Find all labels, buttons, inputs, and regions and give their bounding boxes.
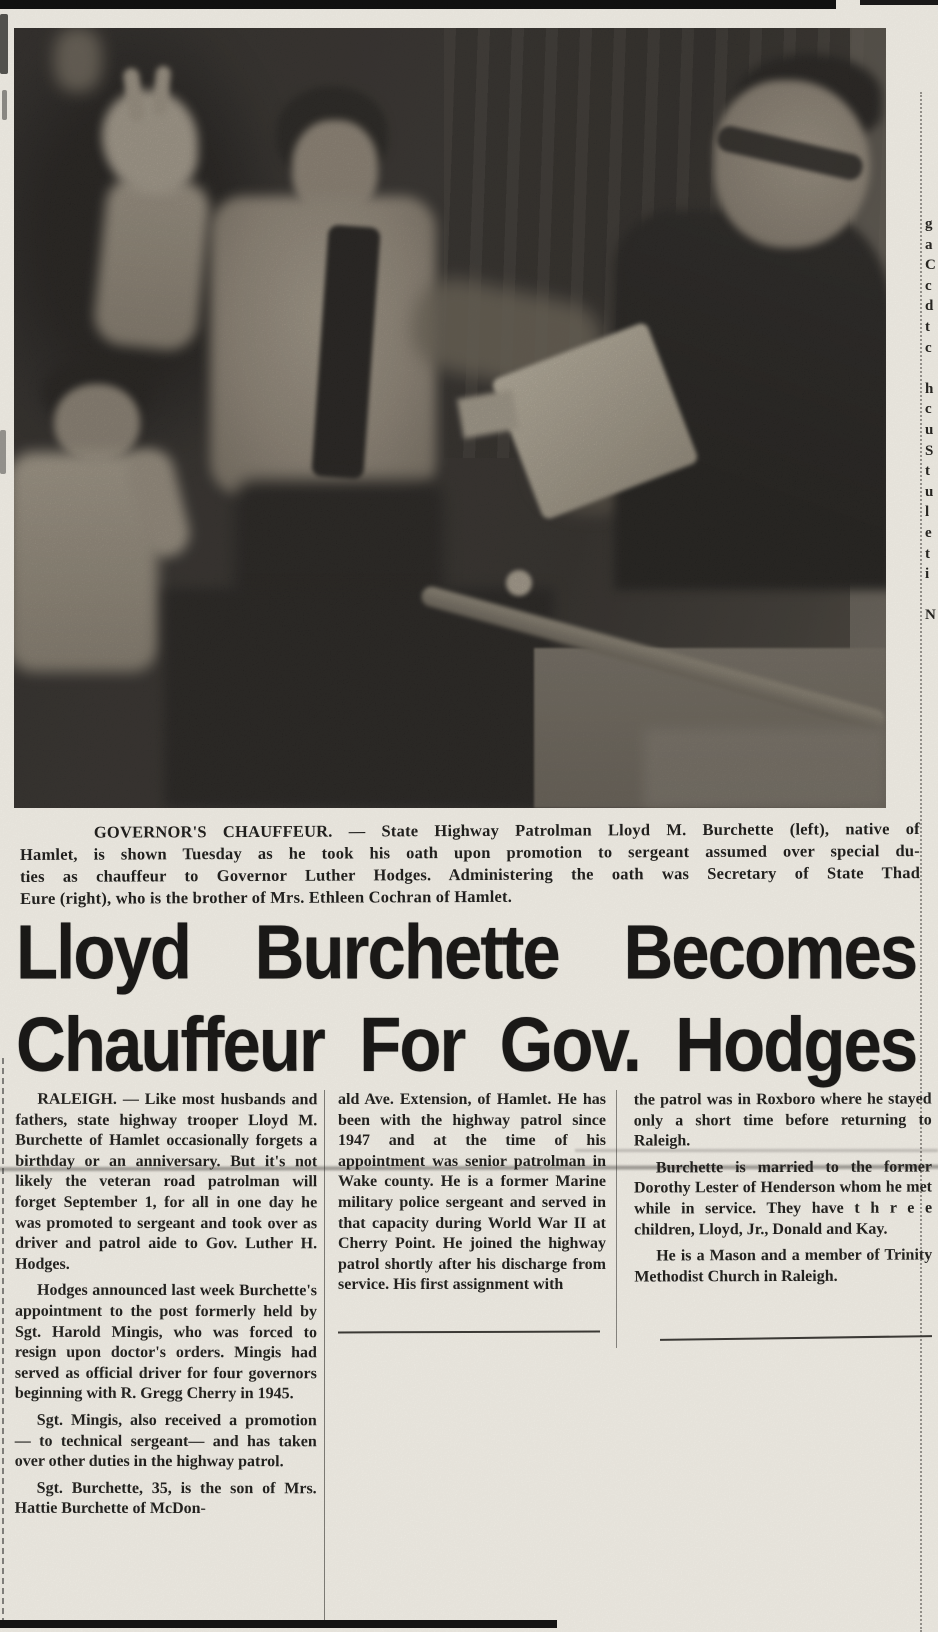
photo-caption-line: ties as chauffeur to Governor Luther Hodges. Administering the oath was Secretary of State Thad bbox=[20, 863, 921, 886]
clipped-letter: c bbox=[925, 401, 932, 418]
scan-top-bar-right bbox=[860, 0, 938, 5]
article-paragraph: Sgt. Burchette, 35, is the son of Mrs. Hattie Burchette of McDon- bbox=[14, 1479, 317, 1518]
clipped-letter: c bbox=[925, 339, 932, 356]
scan-fold-crease-secondary bbox=[575, 1149, 938, 1152]
clipped-letter: t bbox=[925, 463, 930, 480]
clipped-letter bbox=[925, 358, 938, 379]
clipped-letter: a bbox=[925, 236, 933, 253]
photo-caption-line: Eure (right), who is the brother of Mrs. Ethleen Cochran of Hamlet. bbox=[20, 886, 513, 908]
photo-caption-line: Hamlet, is shown Tuesday as he took his oath upon promotion to sergeant assumed over special du- bbox=[19, 841, 920, 864]
bottom-separator-bar bbox=[0, 1620, 557, 1628]
column-2-end-rule bbox=[338, 1331, 600, 1334]
headline-line-1: Lloyd Burchette Becomes bbox=[16, 909, 917, 996]
article-paragraph: Burchette is married to the former Dorothy Lester of Henderson whom he met while in service. They have t h r e e children, Lloyd, Jr., Donald and Kay. bbox=[633, 1158, 933, 1239]
clipped-letter bbox=[925, 585, 938, 606]
scan-top-bar bbox=[0, 0, 836, 9]
article-paragraph: ald Ave. Extension, of Hamlet. He has been with the highway patrol since 1947 and at the time of his appointment was senior patrolman in Wake county. He is a former Marine military police sergeant and served in that capacity during World War II at Cherry Point. He joined the highway patrol shortly after his discharge from service. His first assignment with bbox=[338, 1091, 606, 1294]
clipped-letter: S bbox=[925, 442, 934, 459]
article-column-1 bbox=[15, 1090, 318, 1526]
left-column-rule bbox=[2, 1058, 4, 1624]
clipped-letter: u bbox=[925, 421, 934, 438]
clipped-letter: u bbox=[925, 483, 934, 500]
article-paragraph: Hodges announced last week Burchette's appointment to the post formerly held by Sgt. Harold Mingis, who was forced to resign upon doctor's orders. Mingis had served as official driver for four governors beginning with R. Gregg Cherry in 1945. bbox=[14, 1282, 318, 1403]
article-paragraph: the patrol was in Roxboro where he stayed only a short time before returning to Raleigh. bbox=[633, 1090, 932, 1150]
article-paragraph: RALEIGH. — Like most husbands and fathers, state highway trooper Lloyd M. Burchette of Hamlet occasionally forgets a birthday or an anniversary. But it's not likely the veteran road patrolman will forget September 1, for all in one day he was promoted to sergeant and took over as driver and patrol aide to Gov. Luther H. Hodges. bbox=[15, 1090, 318, 1273]
clipped-letter: t bbox=[925, 318, 930, 335]
clipped-letter: d bbox=[925, 298, 934, 315]
clipped-letter: g bbox=[925, 216, 933, 232]
photo-caption-line: GOVERNOR'S CHAUFFEUR. — State Highway Patrolman Lloyd M. Burchette (left), native of bbox=[93, 819, 920, 842]
clipped-letter: h bbox=[925, 380, 934, 397]
clipped-adjacent-column-letters bbox=[925, 214, 938, 626]
article-paragraph: He is a Mason and a member of Trinity Methodist Church in Raleigh. bbox=[634, 1246, 933, 1286]
torn-edge-speck bbox=[2, 90, 7, 120]
right-column-rule bbox=[920, 92, 922, 1632]
clipped-letter: l bbox=[925, 504, 930, 521]
torn-edge-speck bbox=[0, 430, 6, 474]
article-headline bbox=[16, 906, 916, 1091]
torn-edge-speck bbox=[0, 14, 8, 74]
headline-line-2: Chauffeur For Gov. Hodges bbox=[16, 1001, 917, 1088]
article-column-2 bbox=[338, 1090, 606, 1302]
clipped-letter: t bbox=[925, 545, 930, 562]
clipped-letter: C bbox=[925, 257, 936, 274]
column-3-end-rule bbox=[660, 1335, 932, 1341]
photo-halftone-grain bbox=[14, 28, 886, 808]
clipped-letter: e bbox=[925, 524, 932, 541]
clipped-letter: c bbox=[925, 277, 932, 294]
article-paragraph: Sgt. Mingis, also received a promotion — to technical sergeant— and has taken over other duties in the highway patrol. bbox=[14, 1411, 317, 1471]
clipped-letter: i bbox=[925, 566, 930, 583]
article-column-3 bbox=[634, 1089, 933, 1293]
photo-caption bbox=[20, 818, 920, 910]
column-divider-rule-2 bbox=[616, 1090, 617, 1348]
clipped-letter: N bbox=[925, 607, 936, 624]
oath-ceremony-photo bbox=[14, 28, 886, 808]
